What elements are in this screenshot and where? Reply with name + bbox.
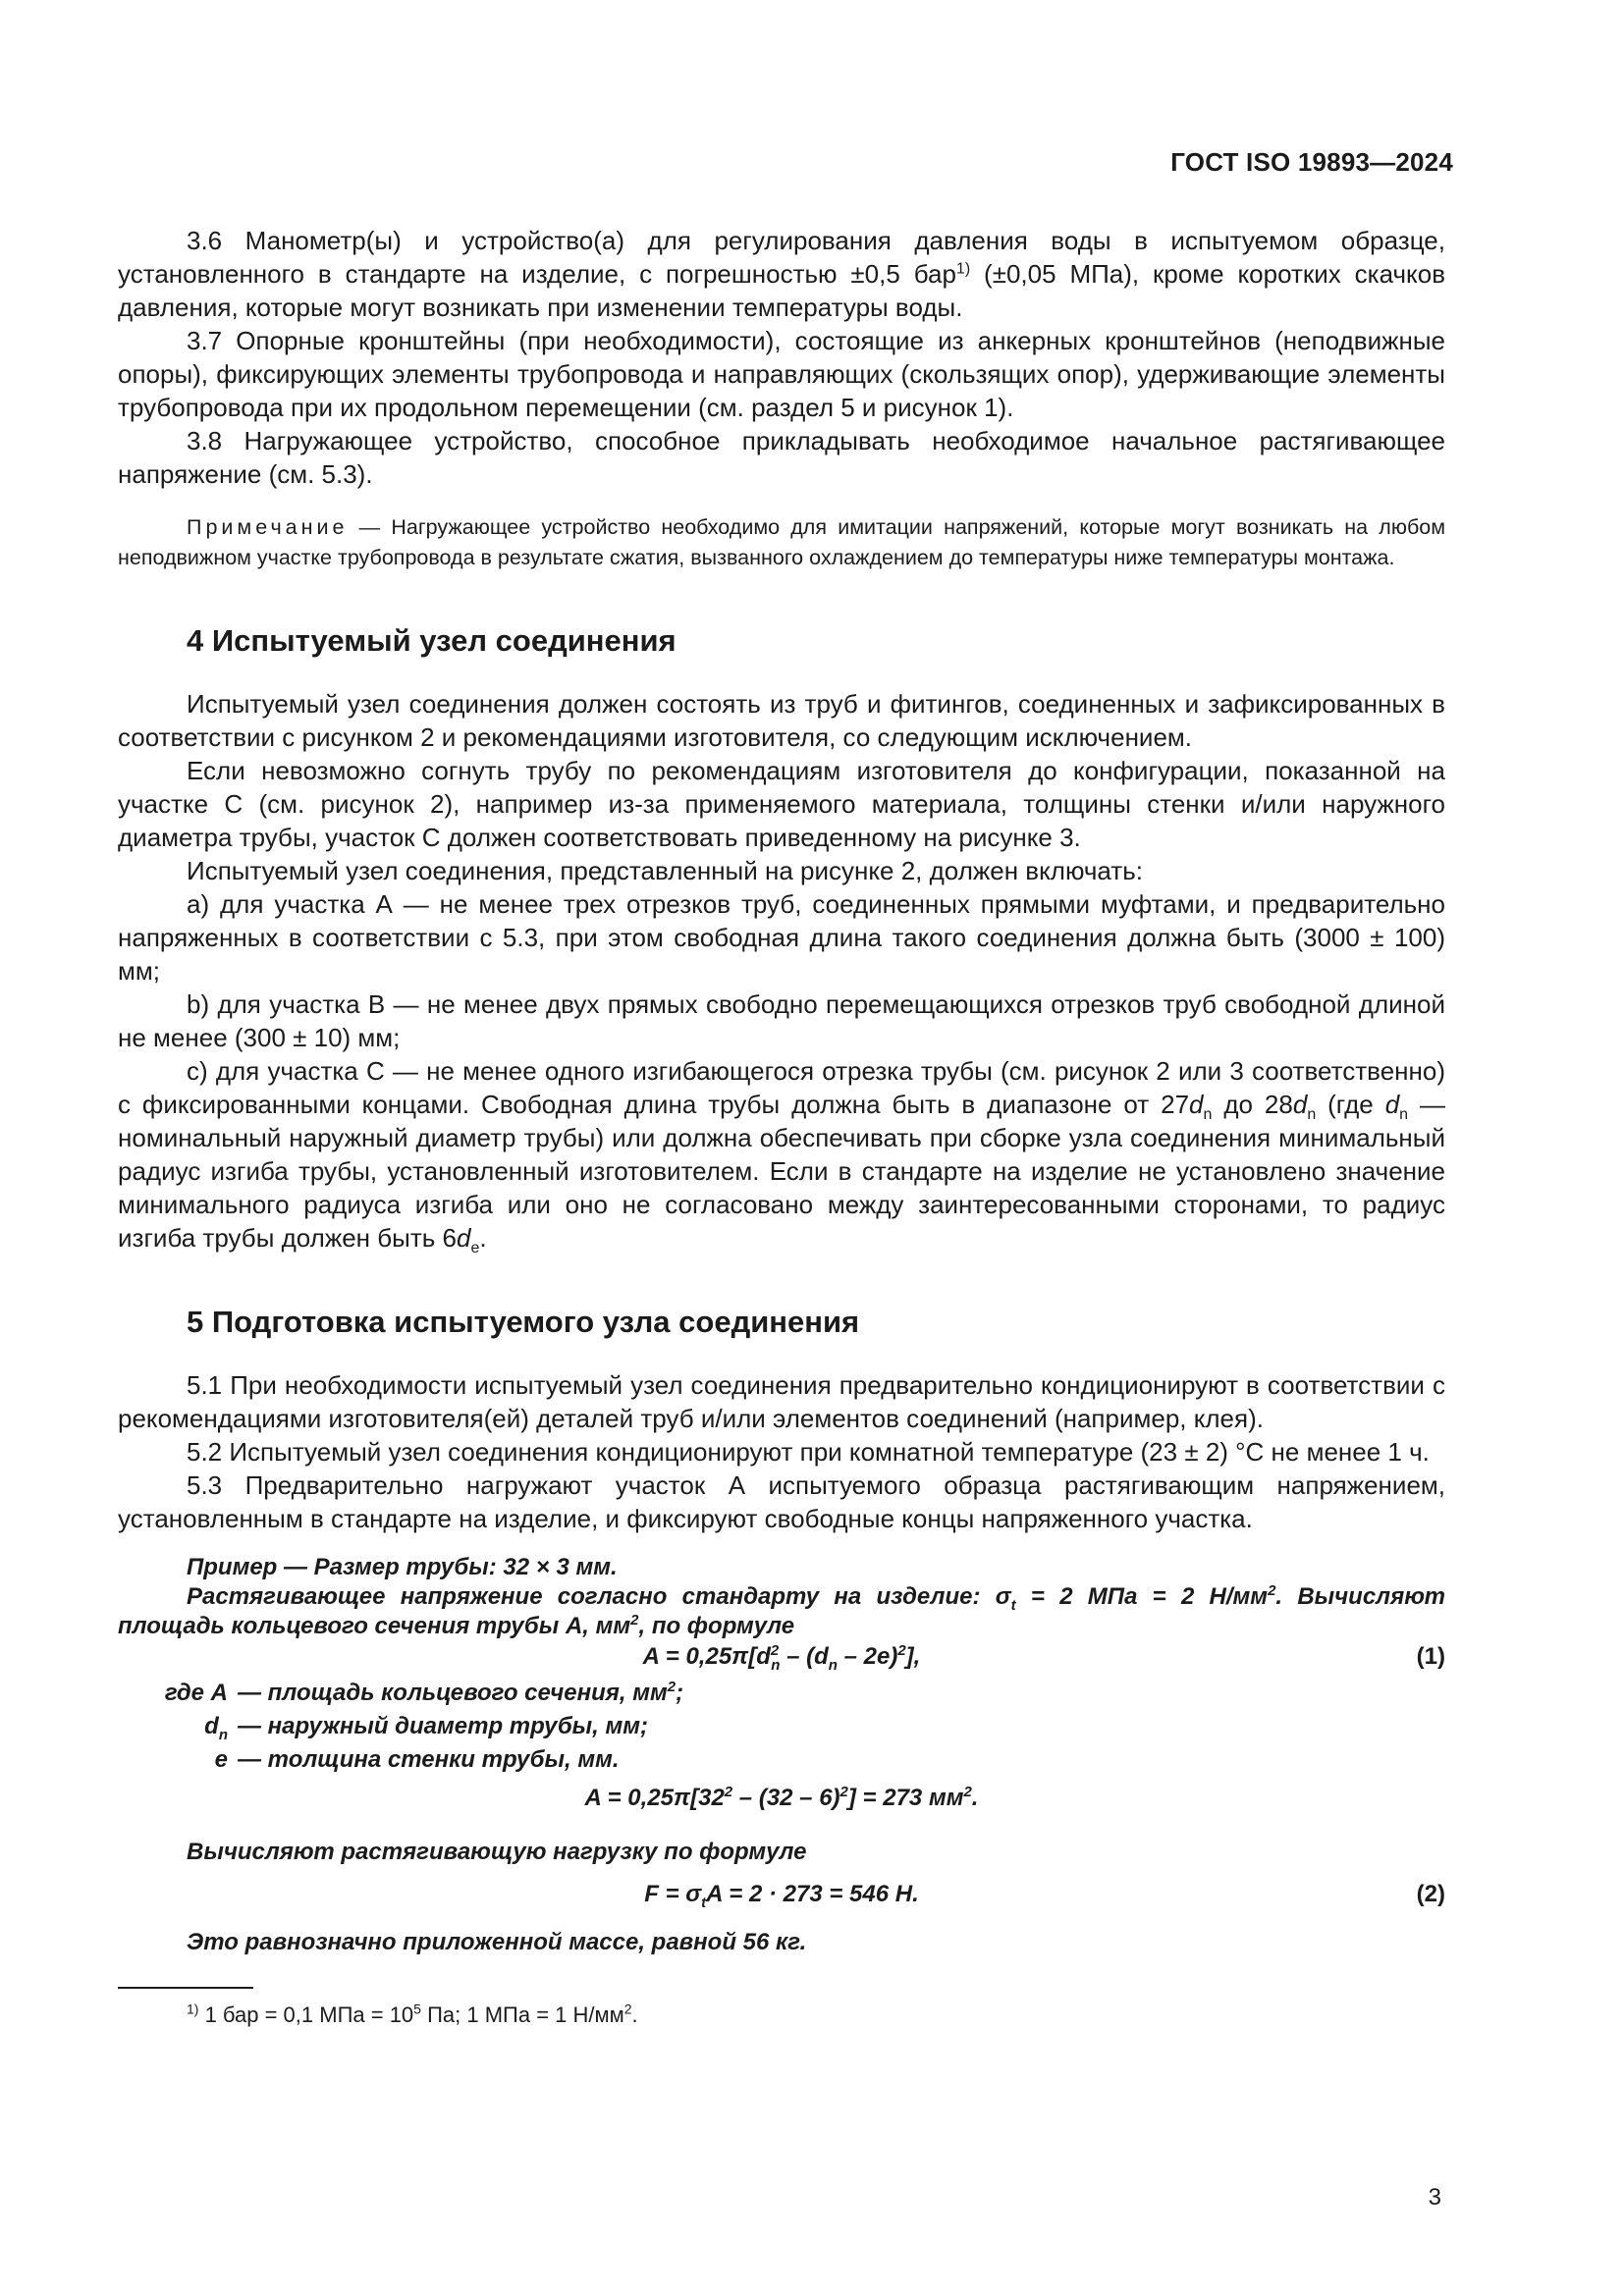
footnote-marker: 1) bbox=[187, 2001, 199, 2017]
formula-1-number: (1) bbox=[1416, 1643, 1445, 1670]
paragraph-3-6: 3.6 Манометр(ы) и устройство(а) для регулирования давления воды в испытуемом образце, установленного в стандарте на изделие, с погрешностью ±0,5 бар$^{1)}$ (±0,05 МПа), кроме коротких скачков давления, которые могут возникать при изменении температуры воды. bbox=[118, 226, 1446, 322]
calculation-area: $A = 0,25\pi[32^2 - (32 - 6)^2] = 273$ $мм^2$. bbox=[584, 1784, 979, 1811]
example-block bbox=[118, 1553, 1445, 1957]
paragraph-3-8: 3.8 Нагружающее устройство, способное прикладывать необходимое начальное растягивающее напряжение (см. 5.3). bbox=[118, 426, 1445, 489]
document-page bbox=[118, 0, 1453, 2296]
paragraph-5-2: 5.2 Испытуемый узел соединения кондиционируют при комнатной температуре (23 ± 2) °С не менее 1 ч. bbox=[187, 1437, 1430, 1467]
example-heading: Пример — Размер трубы: 32 × 3 мм. bbox=[187, 1554, 618, 1580]
list-item-c: c) для участка С — не менее одного изгибающегося отрезка трубы (см. рисунок 2 или 3 соответственно) с фиксированными концами. Свободная длина трубы должна быть в диапазоне от $27d_n$ до $28d_n$ (где $d_n$ — номинальный наружный диаметр трубы) или должна обеспечивать при сборке узла соединения минимальный радиус изгиба трубы, установленный изготовителем. Если в стандарте на изделие не установлено значение минимального радиуса изгиба или оно не согласовано между заинтересованными сторонами, то радиус изгиба трубы должен быть $6d_e$. bbox=[118, 1056, 1445, 1257]
section-4-paragraph-1: Испытуемый узел соединения должен состоять из труб и фитингов, соединенных и зафиксированных в соответствии с рисунком 2 и рекомендациями изготовителя, со следующим исключением. bbox=[118, 689, 1445, 752]
paragraph-5-1: 5.1 При необходимости испытуемый узел соединения предварительно кондиционируют в соответствии с рекомендациями изготовителя(ей) деталей труб и/или элементов соединений (например, клея). bbox=[118, 1370, 1445, 1433]
note-label: Примечание bbox=[187, 515, 349, 539]
footnote-divider bbox=[118, 1987, 253, 1989]
example-mass: Это равнозначно приложенной массе, равной 56 кг. bbox=[187, 1929, 807, 1955]
footnote: $^{1)}$ 1 бар = 0,1 МПа = $10^5$ Па; 1 МПа = 1 $Н/мм^2$. bbox=[187, 2001, 638, 2027]
example-load-intro: Вычисляют растягивающую нагрузку по формуле bbox=[187, 1839, 807, 1865]
formula-2: $F = \sigma_tA = 2 \cdot 273 = 546$ Н. (2) bbox=[644, 1881, 1445, 1911]
list-item-b: b) для участка В — не менее двух прямых свободно перемещающихся отрезков труб свободной длиной не менее (300 ± 10) мм; bbox=[118, 989, 1445, 1052]
section-4-paragraph-3: Испытуемый узел соединения, представленный на рисунке 2, должен включать: bbox=[187, 856, 1143, 885]
formula-legend: где A — площадь кольцевого сечения, $мм^2$; $d_n$ — наружный диаметр трубы, мм; e — толщина стенки трубы, мм. bbox=[164, 1679, 684, 1773]
formula-1: $A = 0,25\pi[d^2_n - (d_n - 2e)^2]$, (1) bbox=[642, 1642, 1445, 1674]
section-5-title: 5 Подготовка испытуемого узла соединения bbox=[187, 1305, 860, 1339]
formula-2-number: (2) bbox=[1416, 1881, 1445, 1907]
footnote-ref: 1) bbox=[955, 260, 971, 278]
note bbox=[118, 512, 1445, 573]
section-4-title: 4 Испытуемый узел соединения bbox=[187, 623, 677, 658]
section-4-paragraph-2: Если невозможно согнуть трубу по рекомендациям изготовителя до конфигурации, показанной на участке С (см. рисунок 2), например из-за применяемого материала, толщины стенки и/или наружного диаметра трубы, участок С должен соответствовать приведенному на рисунке 3. bbox=[118, 756, 1445, 852]
page-number: 3 bbox=[1428, 2184, 1441, 2211]
standard-header: ГОСТ ISO 19893—2024 bbox=[1170, 147, 1453, 177]
page-body bbox=[118, 224, 1445, 2030]
paragraph-5-3: 5.3 Предварительно нагружают участок А испытуемого образца растягивающим напряжением, установленным в стандарте на изделие, и фиксируют свободные концы напряженного участка. bbox=[118, 1470, 1445, 1533]
list-item-a: a) для участка А — не менее трех отрезков труб, соединенных прямыми муфтами, и предварительно напряженных в соответствии с 5.3, при этом свободная длина такого соединения должна быть (3000 ± 100) мм; bbox=[118, 889, 1445, 986]
example-stress: Растягивающее напряжение согласно стандарту на изделие: $\sigma_t = 2$ МПа = 2 $Н/мм^2$. Вычисляют площадь кольцевого сечения трубы А, $мм^2$, по формуле bbox=[118, 1582, 1446, 1639]
paragraph-3-7: 3.7 Опорные кронштейны (при необходимости), состоящие из анкерных кронштейнов (неподвижные опоры), фиксирующих элементы трубопровода и направляющих (скользящих опор), удерживающие элементы трубопровода при их продольном перемещении (см. раздел 5 и рисунок 1). bbox=[118, 326, 1445, 422]
note-text: — Нагружающее устройство необходимо для имитации напряжений, которые могут возникать на любом неподвижном участке трубопровода в результате сжатия, вызванного охлаждением до температуры ниже температуры монтажа. bbox=[118, 515, 1445, 569]
